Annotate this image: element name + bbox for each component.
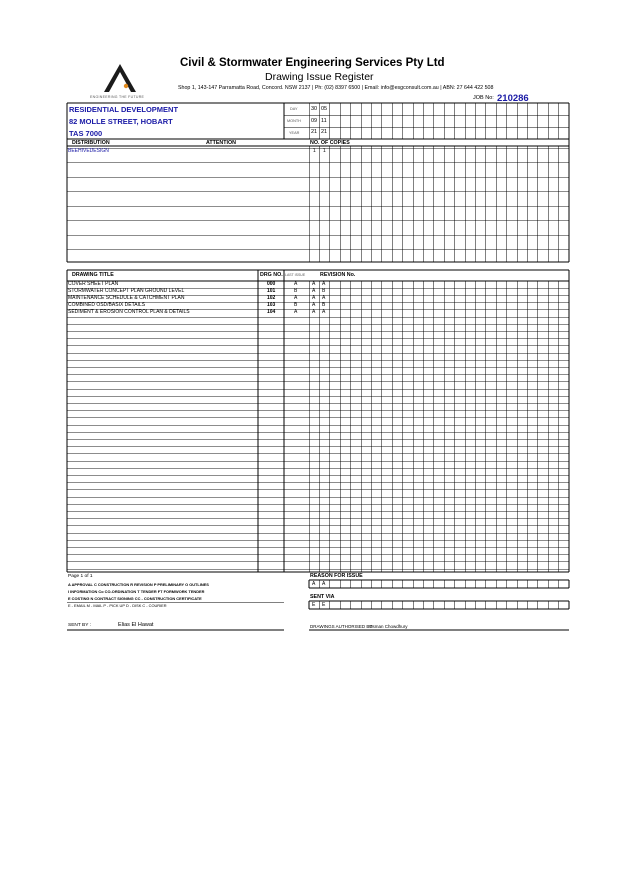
drawing-title-heading: DRAWING TITLE xyxy=(72,272,114,278)
reason-heading: REASON FOR ISSUE xyxy=(310,573,363,579)
reason-1: A xyxy=(312,581,316,587)
day-label: DAY xyxy=(290,107,298,111)
revision-2: B xyxy=(322,302,326,308)
year-label: YEAR xyxy=(289,131,300,135)
company-address: Shop 1, 143-147 Parramatta Road, Concord. NSW 2137 | Ph: (02) 8397 6500 | Email: info@esgconsult.com.au | ABN: 27 644 422 508 xyxy=(178,85,494,91)
revision-1: A xyxy=(312,281,316,287)
revision-2: B xyxy=(322,288,326,294)
distribution-heading: DISTRIBUTION xyxy=(72,140,110,146)
issue-2-day: 05 xyxy=(321,106,328,112)
drawing-title: SEDIMENT & EROSION CONTROL PLAN & DETAILS xyxy=(68,309,190,315)
copies-issue-2: 1 xyxy=(323,148,326,154)
drawing-number: 102 xyxy=(267,295,276,301)
issue-1-year: 21 xyxy=(311,129,318,135)
revision-1: A xyxy=(312,309,316,315)
distribution-name: BEEHIVEDESIGN xyxy=(68,148,109,154)
revision-1: A xyxy=(312,288,316,294)
last-issue: B xyxy=(294,288,298,294)
page-indicator: Page 1 of 1 xyxy=(68,574,93,579)
project-line-3: TAS 7000 xyxy=(69,129,103,138)
last-issue: B xyxy=(294,302,298,308)
issue-code-legend-2: I INFORMATION Co CO-ORDINATION T TENDER FT FORMWORK TENDER xyxy=(68,589,205,594)
drawing-title: MAINTENANCE SCHEDULE & CATCHMENT PLAN xyxy=(68,295,185,301)
revision-2: A xyxy=(322,281,326,287)
copies-heading: NO. OF COPIES xyxy=(310,140,350,146)
revision-1: A xyxy=(312,295,316,301)
issue-1-day: 30 xyxy=(311,106,318,112)
authorised-name: Osman Chowdhury xyxy=(369,624,408,629)
document-title: Drawing Issue Register xyxy=(265,71,374,83)
month-label: MONTH xyxy=(287,119,301,123)
drawing-title: COMBINED OSD/BASIX DETAILS xyxy=(68,302,146,308)
copies-issue-1: 1 xyxy=(313,148,316,154)
company-name: Civil & Stormwater Engineering Services Pty Ltd xyxy=(180,57,445,69)
revision-2: A xyxy=(322,309,326,315)
drawing-title: COVER SHEET PLAN xyxy=(68,281,119,287)
issue-2-month: 11 xyxy=(321,118,327,124)
issue-1-month: 09 xyxy=(311,118,318,124)
sent-via-2: E xyxy=(322,602,326,608)
drawing-number: 104 xyxy=(267,309,276,315)
issue-code-legend-1: A APPROVAL C CONSTRUCTION R REVISION P PRELIMINARY O OUTLINES xyxy=(68,582,209,587)
reason-2: A xyxy=(322,581,326,587)
attention-heading: ATTENTION xyxy=(206,140,236,146)
drawing-number: 000 xyxy=(267,281,276,287)
revision-1: A xyxy=(312,302,316,308)
last-issue: A xyxy=(294,309,298,315)
last-issue: A xyxy=(294,281,298,287)
drawing-number: 101 xyxy=(267,288,276,294)
project-line-2: 82 MOLLE STREET, HOBART xyxy=(69,117,173,126)
sent-by-name: Elias El Hawat xyxy=(118,622,154,628)
issue-code-legend-3: E COSTING N CONTRACT SIGNING CC - CONSTRUCTION CERTIFICATE xyxy=(68,596,202,601)
project-line-1: RESIDENTIAL DEVELOPMENT xyxy=(69,105,179,114)
job-label: JOB No: xyxy=(473,95,494,101)
revision-2: A xyxy=(322,295,326,301)
sent-via-legend: E - EMAIL M - MAIL P - PICK UP D - DISK C - COURIER xyxy=(68,603,167,608)
logo-tagline: ENGINEERING THE FUTURE xyxy=(90,95,145,99)
sent-by-label: SENT BY : xyxy=(68,623,92,628)
sent-via-heading: SENT VIA xyxy=(310,594,335,600)
sent-via-1: E xyxy=(312,602,316,608)
last-issue-heading: LAST ISSUE xyxy=(285,273,306,277)
job-number: 210286 xyxy=(497,93,529,104)
drawing-number: 103 xyxy=(267,302,276,308)
authorised-label: DRAWINGS AUTHORISED BY: xyxy=(310,624,374,629)
drg-no-heading: DRG NO. xyxy=(260,272,283,278)
drawing-title: STORMWATER CONCEPT PLAN GROUND LEVEL xyxy=(68,288,185,294)
last-issue: A xyxy=(294,295,298,301)
revision-heading: REVISION No. xyxy=(320,272,356,278)
issue-2-year: 21 xyxy=(321,129,328,135)
